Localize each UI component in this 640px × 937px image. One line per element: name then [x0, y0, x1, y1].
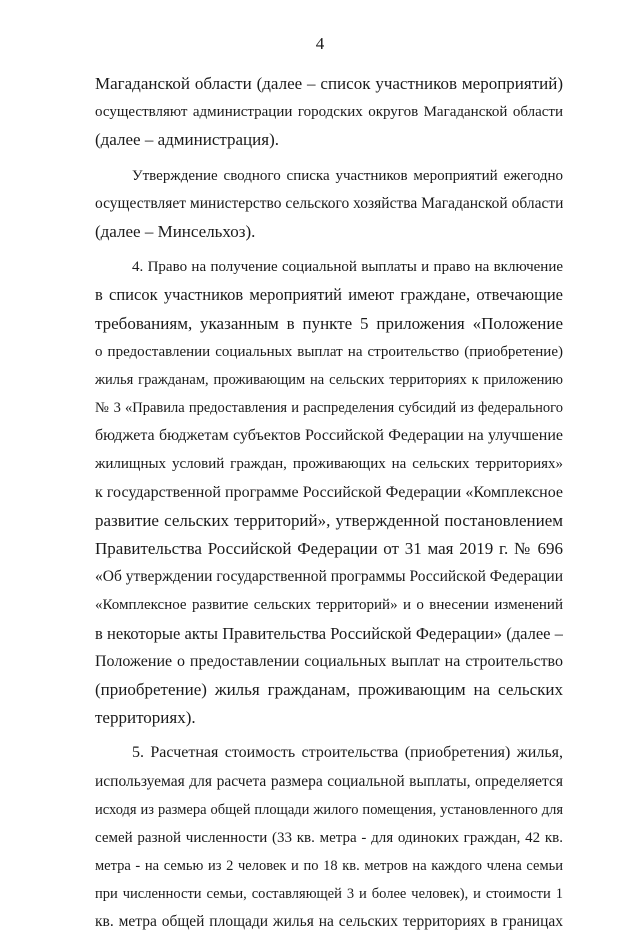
text-line: «Об утверждении государственной программы Российской Федерации — [95, 568, 563, 586]
paragraph-4 — [95, 739, 563, 936]
text-line: Правительства Российской Федерации от 31 мая 2019 г. № 696 — [95, 539, 563, 558]
text-line: к государственной программе Российской Федерации «Комплексное — [95, 483, 563, 501]
text-line: (приобретение) жилья гражданам, проживающим на сельских — [95, 679, 563, 699]
text-line: «Комплексное развитие сельских территорий» и о внесении изменений — [95, 597, 563, 614]
text-line: используемая для расчета размера социальной выплаты, определяется — [95, 772, 563, 790]
page-number: 4 — [315, 34, 325, 53]
text-line: кв. метра общей площади жилья на сельских территориях в границах — [95, 913, 563, 931]
text-line: (далее – Минсельхоз). — [95, 221, 256, 241]
text-line: № 3 «Правила предоставления и распределения субсидий из федерального — [95, 400, 563, 417]
text-line: осуществляют администрации городских округов Магаданской области — [95, 104, 563, 121]
paragraph-1 — [95, 70, 563, 155]
text-line: 4. Право на получение социальной выплаты и право на включение — [132, 259, 563, 276]
text-line: Положение о предоставлении социальных выплат на строительство — [95, 652, 563, 670]
text-line: о предоставлении социальных выплат на строительство (приобретение) — [95, 343, 563, 360]
text-line: развитие сельских территорий», утвержденной постановлением — [95, 510, 563, 530]
paragraph-3 — [95, 253, 563, 732]
text-line: 5. Расчетная стоимость строительства (приобретения) жилья, — [132, 744, 563, 762]
text-line: бюджета бюджетам субъектов Российской Федерации на улучшение — [95, 427, 563, 445]
text-line: территориях). — [95, 708, 196, 728]
paragraph-2 — [95, 162, 563, 247]
text-line: метра - на семью из 2 человек и по 18 кв. метров на каждого члена семьи — [95, 858, 563, 875]
text-line: жилищных условий граждан, проживающих на сельских территориях» — [95, 456, 563, 473]
text-line: исходя из размера общей площади жилого помещения, установленного для — [95, 801, 563, 818]
text-line: осуществляет министерство сельского хозяйства Магаданской области — [95, 194, 563, 212]
text-line: при численности семьи, составляющей 3 и более человек), и стоимости 1 — [95, 886, 563, 903]
text-line: Утверждение сводного списка участников мероприятий ежегодно — [132, 167, 563, 184]
text-line: в некоторые акты Правительства Российской Федерации» (далее – — [95, 623, 563, 643]
text-line: семей разной численности (33 кв. метра - для одиноких граждан, 42 кв. — [95, 829, 563, 846]
text-line: в список участников мероприятий имеют граждане, отвечающие — [95, 285, 563, 305]
text-line: требованиям, указанным в пункте 5 приложения «Положение — [95, 313, 563, 333]
text-line: Магаданской области (далее – список участников мероприятий) — [95, 74, 563, 93]
document-body — [95, 70, 563, 937]
text-line: (далее – администрация). — [95, 130, 279, 150]
text-line: жилья гражданам, проживающим на сельских территориях к приложению — [95, 371, 563, 388]
